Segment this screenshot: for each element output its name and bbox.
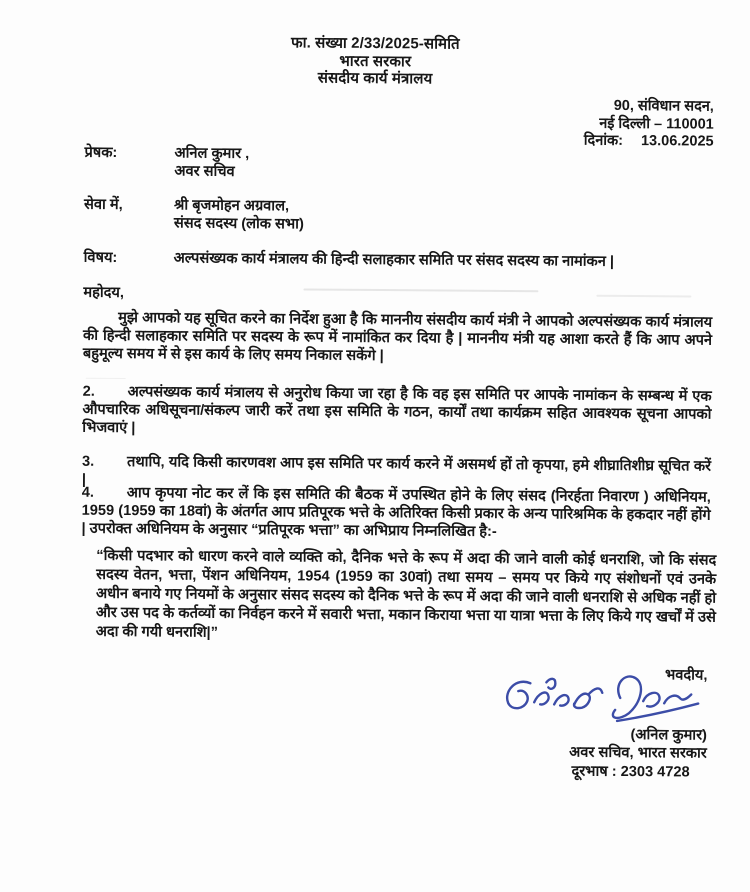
- scan-smudge: [596, 295, 691, 298]
- paragraph-3-number: 3.: [82, 453, 95, 470]
- recipient-block: [84, 196, 713, 237]
- paragraph-1: [83, 309, 712, 368]
- subject-label: विषय:: [83, 249, 118, 266]
- scan-smudge: [86, 378, 126, 379]
- address-line-1: 90, संविधान सदन,: [613, 97, 714, 115]
- paragraph-2-bold: अल्पसंख्यक कार्य मंत्रालय: [127, 384, 264, 402]
- paragraph-4-bold: “प्रतिपूरक भत्ता”: [251, 522, 340, 539]
- signatory-designation: अवर सचिव, भारत सरकार: [569, 744, 707, 762]
- paragraph-1-bold: अल्पसंख्यक कार्य मंत्रालय की हिन्दी सलाहकार समिति पर सदस्य के रूप में नामांकित कर दिया है: [82, 313, 713, 347]
- address-line-2: नई दिल्ली – 110001: [599, 115, 714, 133]
- paragraph-4-number: 4.: [81, 484, 95, 501]
- file-number: फा. संख्या 2/33/2025-समिति: [290, 34, 460, 53]
- address-block: [584, 98, 714, 152]
- date-value: 13.06.2025: [640, 133, 714, 150]
- paragraph-2-rest: से अनुरोध किया जा रहा है कि वह इस समिति पर आपके नामांकन के सम्बन्ध में एक औपचारिक अधिसूचना/संकल्प जारी करें तथा इस समिति के गठन, कार्यों तथा कार्यक्रम सहित आवश्यक सूचना आपको भिजवाएं |: [82, 385, 712, 437]
- recipient-designation: संसद सदस्य (लोक सभा): [173, 215, 304, 233]
- sender-designation: अवर सचिव: [174, 163, 235, 180]
- recipient-label: सेवा में,: [84, 196, 123, 214]
- letterhead: [0, 32, 750, 90]
- paragraph-4: [81, 484, 710, 543]
- paragraph-1-rest: | माननीय मंत्री यह आशा करते हैं कि आप अपने बहुमूल्य समय में से इस कार्य के लिए समय निकाल सकेंगे |: [82, 330, 713, 365]
- date-label: दिनांक:: [583, 132, 624, 149]
- paragraph-4-text: आप कृपया नोट कर लें कि इस समिति की बैठक में उपस्थित होने के लिए संसद (निरर्हता निवारण ) अधिनियम, 1959 (1959 का 18वां) के अंतर्गत आप प्रतिपूरक भत्ते के अतिरिक्त किसी प्रकार के अन्य पारिश्रमिक के हकदार नहीं होंगे | उपरोक्त अधिनियम के अनुसार: [81, 485, 711, 539]
- subject-block: [84, 249, 713, 272]
- scan-smudge: [303, 288, 538, 292]
- paragraph-2: [82, 383, 711, 442]
- paragraph-3-text: तथापि, यदि किसी कारणवश आप इस समिति पर कार्य करने में असमर्थ हों तो कृपया, हमे शीघ्रातिशीघ्र सूचित करें |: [81, 454, 712, 488]
- paragraph-4-rest: का अभिप्राय निम्नलिखित है:-: [339, 522, 497, 540]
- signatory-phone: दूरभाष : 2303 4728: [571, 763, 690, 781]
- signatory-name: (अनिल कुमार): [630, 727, 708, 744]
- paragraph-2-number: 2.: [82, 383, 95, 400]
- government-name: भारत सरकार: [339, 52, 412, 70]
- sender-label: प्रेषक:: [84, 144, 118, 161]
- ministry-name: संसदीय कार्य मंत्रालय: [317, 69, 433, 88]
- sender-block: [84, 144, 713, 185]
- paragraph-1-text: मुझे आपको यह सूचित करने का निर्देश हुआ है कि माननीय संसदीय कार्य मंत्री ने आपको: [118, 309, 578, 330]
- recipient-name: श्री बृजमोहन अग्रवाल,: [174, 197, 290, 215]
- statutory-quote: “किसी पदभार को धारण करने वाले व्यक्ति को, दैनिक भत्ते के रूप में अदा की जाने वाली कोई धनराशि, जो कि संसद सदस्य वेतन, भत्ता, पेंशन अधिनियम, 1954 (1959 का 30वां) तथा समय – समय पर किये गए संशोधनों एवं उनके अधीन बनाये गए नियमों के अनुसार संसद सदस्य को दैनिक भत्ते के रूप में अदा की जाने वाली धनराशि से अधिक नहीं हो और उस पद के कर्तव्यों का निर्वहन करने में सवारी भत्ता, मकान किराया भत्ता या यात्रा भत्ता के लिए किये गए खर्चों में उसे अदा की गयी धनराशि|”: [95, 547, 717, 641]
- subject-text: अल्पसंख्यक कार्य मंत्रालय की हिन्दी सलाहकार समिति पर संसद सदस्य का नामांकन |: [173, 250, 615, 270]
- salutation: महोदय,: [83, 284, 124, 302]
- valediction: भवदीय,: [664, 667, 708, 684]
- sender-name: अनिल कुमार ,: [174, 145, 250, 163]
